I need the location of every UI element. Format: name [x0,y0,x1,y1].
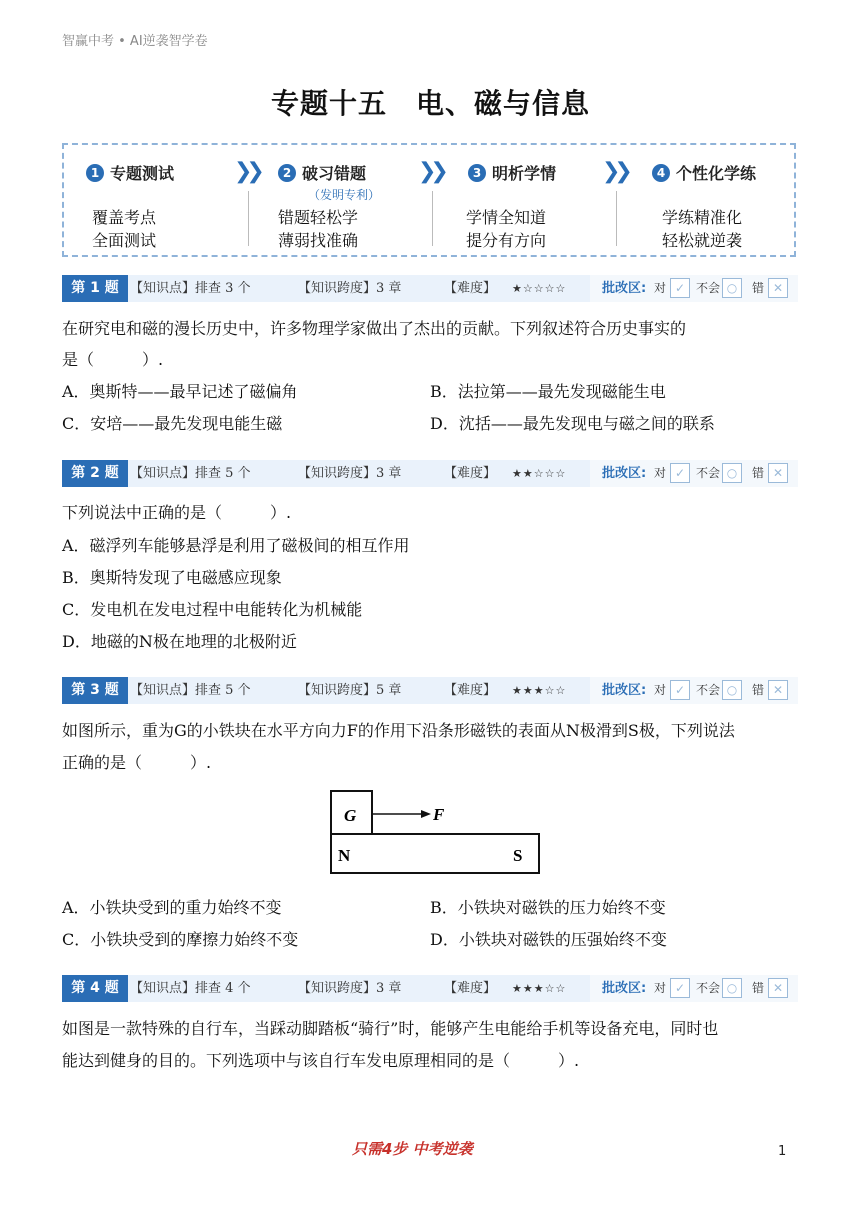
grade-wrong-checkbox[interactable]: ✕ [768,278,788,298]
header-text: 智赢中考 • AI逆袭智学卷 [62,34,208,49]
option-c: C．小铁块受到的摩擦力始终不变 [62,930,299,949]
step-3-desc [466,205,546,251]
step-title: 个性化学练 [676,164,757,183]
option-d: D．地磁的N极在地理的北极附近 [62,632,297,651]
step-2 [278,161,380,203]
grade-right-checkbox[interactable]: ✓ [670,978,690,998]
step-desc-line: 提分有方向 [466,231,547,250]
knowledge-span: 【知识跨度】3 章 [298,466,402,481]
step-desc-line: 学情全知道 [466,208,547,227]
grade-right-label: 对 [654,981,667,995]
option-b: B．奥斯特发现了电磁感应现象 [62,568,282,587]
grading-label: 批改区: [602,466,647,481]
option-a: A．奥斯特——最早记述了磁偏角 [62,382,298,401]
question-bar-2 [62,460,798,487]
grade-unsure-checkbox[interactable]: ○ [722,463,742,483]
step-title: 明析学情 [492,164,557,183]
force-arrowhead [421,810,431,818]
chevron-icon: ❯❯ [234,159,259,184]
grading-area [590,460,798,487]
difficulty-stars: ★★★☆☆ [512,684,567,697]
option-c: C．发电机在发电过程中电能转化为机械能 [62,600,363,619]
grade-right-label: 对 [654,683,667,697]
grade-unsure-checkbox[interactable]: ○ [722,278,742,298]
footer-logo: 只需4步 中考逆袭 [352,1140,473,1158]
grading-area [590,975,798,1002]
grade-unsure-label: 不会 [696,981,721,995]
option-b: B．法拉第——最先发现磁能生电 [430,382,666,401]
difficulty-stars: ★★☆☆☆ [512,467,567,480]
question-number: 第 1 题 [62,275,128,302]
knowledge-span: 【知识跨度】3 章 [298,981,402,996]
grade-right-checkbox[interactable]: ✓ [670,463,690,483]
question-stem: 在研究电和磁的漫长历史中，许多物理学家做出了杰出的贡献。下列叙述符合历史事实的 [62,319,687,338]
knowledge-points: 【知识点】排查 5 个 [130,683,251,698]
grading-area [590,677,798,704]
option-c: C．安培——最先发现电能生磁 [62,414,283,433]
option-a: A．小铁块受到的重力始终不变 [62,898,282,917]
difficulty-stars: ★☆☆☆☆ [512,282,567,295]
question-stem: 下列说法中正确的是（ ）. [62,503,292,522]
grade-unsure-checkbox[interactable]: ○ [722,680,742,700]
grading-area [590,275,798,302]
grade-right-label: 对 [654,466,667,480]
step-2-desc [278,205,358,251]
question-stem: 能达到健身的目的。下列选项中与该自行车发电原理相同的是（ ）. [62,1051,580,1070]
knowledge-points: 【知识点】排查 3 个 [130,281,251,296]
page-title: 专题十五 电、磁与信息 [270,87,590,120]
question-stem: 正确的是（ ）. [62,753,212,772]
grade-unsure-label: 不会 [696,683,721,697]
question-bar-4 [62,975,798,1002]
knowledge-span: 【知识跨度】3 章 [298,281,402,296]
question-number: 第 3 题 [62,677,128,704]
step-3 [468,161,556,184]
step-desc-line: 覆盖考点 [92,208,157,227]
step-title: 破习错题 [302,164,367,183]
step-subtitle: （发明专利） [308,188,381,202]
step-number: 1 [86,164,104,182]
grade-unsure-label: 不会 [696,466,721,480]
step-desc-line: 全面测试 [92,231,157,250]
step-number: 2 [278,164,296,182]
grade-unsure-checkbox[interactable]: ○ [722,978,742,998]
question-number: 第 4 题 [62,975,128,1002]
difficulty-label: 【难度】 [444,466,497,481]
grade-wrong-label: 错 [752,281,765,295]
divider [432,191,433,246]
grade-wrong-label: 错 [752,981,765,995]
label-g: G [344,806,357,825]
grade-right-checkbox[interactable]: ✓ [670,680,690,700]
grade-wrong-label: 错 [752,466,765,480]
steps-banner [62,143,796,257]
difficulty-label: 【难度】 [444,981,497,996]
difficulty-label: 【难度】 [444,683,497,698]
question-bar-1 [62,275,798,302]
option-a: A．磁浮列车能够悬浮是利用了磁极间的相互作用 [62,536,410,555]
step-desc-line: 错题轻松学 [278,208,359,227]
grade-right-checkbox[interactable]: ✓ [670,278,690,298]
knowledge-points: 【知识点】排查 5 个 [130,466,251,481]
label-n: N [338,846,351,865]
question-number: 第 2 题 [62,460,128,487]
bar-magnet [331,834,539,873]
knowledge-span: 【知识跨度】5 章 [298,683,402,698]
grade-wrong-checkbox[interactable]: ✕ [768,978,788,998]
knowledge-points: 【知识点】排查 4 个 [130,981,251,996]
step-number: 4 [652,164,670,182]
difficulty-label: 【难度】 [444,281,497,296]
step-desc-line: 学练精准化 [662,208,743,227]
grading-label: 批改区: [602,981,647,996]
magnet-diagram [330,790,540,874]
grade-wrong-label: 错 [752,683,765,697]
step-1-desc [92,205,156,251]
grade-unsure-label: 不会 [696,281,721,295]
label-s: S [513,846,523,865]
step-4 [652,161,756,184]
label-f: F [433,805,445,824]
step-desc-line: 轻松就逆袭 [662,231,743,250]
difficulty-stars: ★★★☆☆ [512,982,567,995]
step-desc-line: 薄弱找准确 [278,231,359,250]
chevron-icon: ❯❯ [418,159,443,184]
step-number: 3 [468,164,486,182]
question-stem: 如图所示，重为G的小铁块在水平方向力F的作用下沿条形磁铁的表面从N极滑到S极，下列说法 [62,721,735,740]
step-title: 专题测试 [110,164,175,183]
divider [248,191,249,246]
option-b: B．小铁块对磁铁的压力始终不变 [430,898,666,917]
grade-wrong-checkbox[interactable]: ✕ [768,680,788,700]
divider [616,191,617,246]
step-4-desc [662,205,742,251]
grading-label: 批改区: [602,683,647,698]
grade-right-label: 对 [654,281,667,295]
chevron-icon: ❯❯ [602,159,627,184]
option-d: D．小铁块对磁铁的压强始终不变 [430,930,667,949]
question-bar-3 [62,677,798,704]
page-number: 1 [778,1144,787,1159]
step-1 [86,161,174,184]
grade-wrong-checkbox[interactable]: ✕ [768,463,788,483]
question-stem: 是（ ）. [62,350,164,369]
question-stem: 如图是一款特殊的自行车，当踩动脚踏板“骑行”时，能够产生电能给手机等设备充电，同时也 [62,1019,719,1038]
grading-label: 批改区: [602,281,647,296]
option-d: D．沈括——最先发现电与磁之间的联系 [430,414,715,433]
